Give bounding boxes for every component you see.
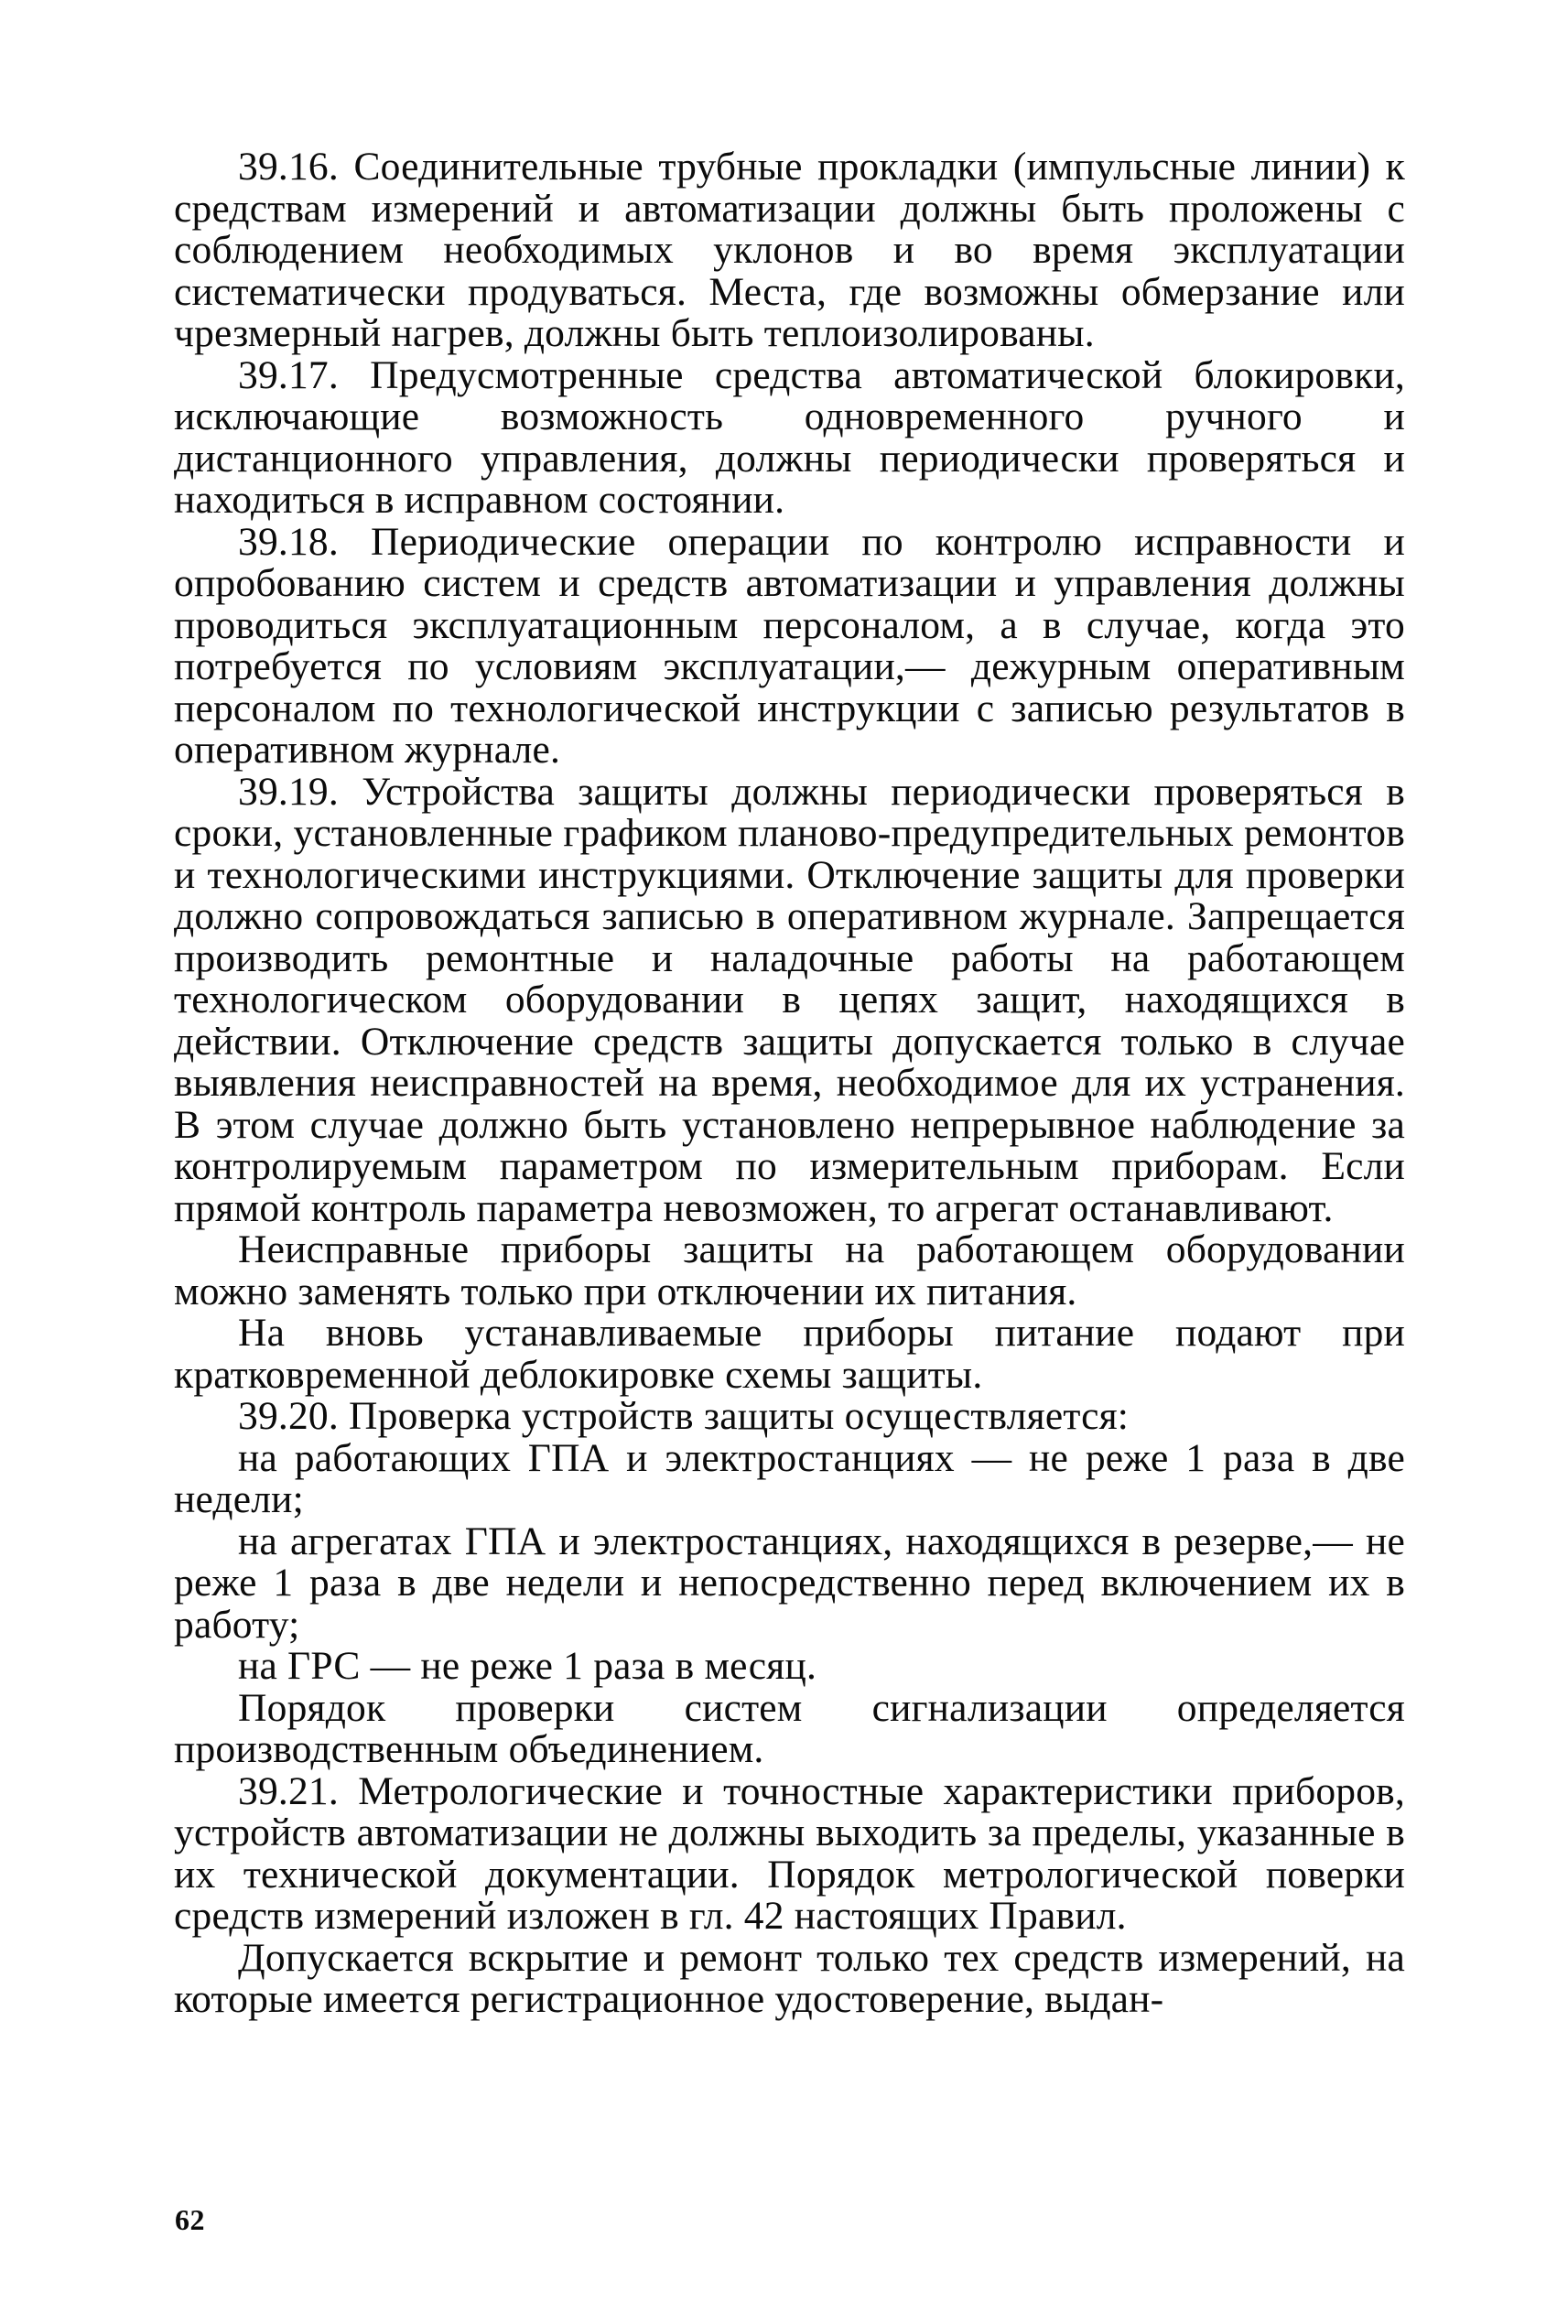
paragraph-39-17: 39.17. Предусмотренные средства автоматической блокировки, исключающие возможность одновременного ручного и дистанционного управления, должны периодически проверяться и находиться в исправном состоянии. (174, 352, 1405, 522)
paragraph-39-19: 39.19. Устройства защиты должны периодически проверяться в сроки, установленные графиком планово-предупредительных ремонтов и технологическими инструкциями. Отключение защиты для проверки должно сопровождаться записью в оперативном журнале. Запрещается производить ремонтные и наладочные работы на работающем технологическом оборудовании в цепях защит, находящихся в действии. Отключение средств защиты допускается только в случае выявления неисправностей на время, необходимое для их устранения. В этом случае должно быть установлено непрерывное наблюдение за контролируемым параметром по измерительным приборам. Если прямой контроль параметра невозможен, то агрегат останавливают. (174, 769, 1405, 1230)
page-number: 62 (175, 2203, 205, 2236)
list-item-grs: на ГРС — не реже 1 раза в месяц. (238, 1644, 817, 1688)
paragraph-39-16: 39.16. Соединительные трубные прокладки (импульсные линии) к средствам измерений и автоматизации должны быть проложены с соблюдением необходимых уклонов и во время эксплуатации систематически продуваться. Места, где возможны обмерзание или чрезмерный нагрев, должны быть теплоизолированы. (174, 145, 1405, 355)
paragraph-repair-allowed: Допускается вскрытие и ремонт только тех средств измерений, на которые имеется регистрационное удостоверение, выдан- (174, 1935, 1405, 2021)
paragraph-new-devices: На вновь устанавливаемые приборы питание подают при кратковременной деблокировке схемы защиты. (174, 1311, 1405, 1397)
page-body (174, 146, 1405, 2021)
paragraph-39-18: 39.18. Периодические операции по контролю исправности и опробованию систем и средств автоматизации и управления должны проводиться эксплуатационным персоналом, а в случае, когда это потребуется по условиям эксплуатации,— дежурным оперативным персоналом по технологической инструкции с записью результатов в оперативном журнале. (174, 519, 1405, 772)
paragraph-39-21: 39.21. Метрологические и точностные характеристики приборов, устройств автоматизации не должны выходить за пределы, указанные в их технической документации. Порядок метрологической поверки средств измерений изложен в гл. 42 настоящих Правил. (174, 1768, 1405, 1938)
paragraph-39-20: 39.20. Проверка устройств защиты осуществляется: (238, 1394, 1130, 1438)
list-item-working-gpa: на работающих ГПА и электростанциях — не реже 1 раза в две недели; (174, 1435, 1405, 1521)
paragraph-faulty-devices: Неисправные приборы защиты на работающем оборудовании можно заменять только при отключении их питания. (174, 1227, 1405, 1313)
paragraph-signaling-check: Порядок проверки систем сигнализации определяется производственным объединением. (174, 1685, 1405, 1771)
list-item-reserve-gpa: на агрегатах ГПА и электростанциях, находящихся в резерве,— не реже 1 раза в две недели и непосредственно перед включением их в работу; (174, 1519, 1405, 1647)
